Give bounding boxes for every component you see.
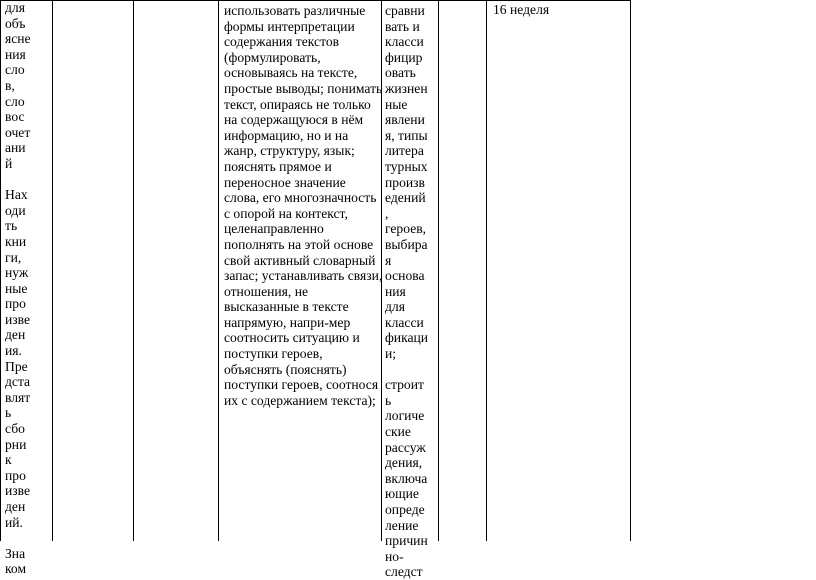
column-divider bbox=[630, 0, 631, 541]
cell-text: использовать различные формы интерпретации содержания текстов (формулировать, основываясь на тексте, простые выводы; понимать текст, опираясь не только на содержащуюся в нём информацию, но и на жанр, структуру, язык; пояснять прямое и переносное значение слова, его многозначность с опорой на контекст, целенаправленно пополнять на этой основе свой активный словарный запас; устанавливать связи, отношения, не высказанные в тексте напрямую, напри-мер соотносить ситуацию и поступки героев, объяснять (пояснять) поступки героев, соотнося их с содержанием текста); bbox=[224, 3, 383, 408]
cell-text: 16 неделя bbox=[493, 2, 550, 17]
column-divider bbox=[52, 0, 53, 541]
table-cell-outcomes bbox=[224, 0, 384, 408]
table-cell-skills bbox=[385, 0, 433, 580]
column-divider bbox=[218, 0, 219, 541]
column-divider bbox=[133, 0, 134, 541]
cell-text: для объ ясне ния сло в, сло вос очет ани й Нах оди ть кни ги, нуж ные про изве ден ия. Пре дста влят ь сбо рни к про изве ден ий. Зна ком bbox=[5, 0, 31, 577]
table-cell-week bbox=[493, 0, 623, 18]
column-divider bbox=[486, 0, 487, 541]
table-border-left bbox=[0, 0, 1, 541]
table-cell-activities bbox=[5, 0, 45, 577]
cell-text: сравни вать и класси фицир овать жизнен ные явлени я, типы литера турных произв едений , героев, выбира я основа ния для класси фикаци и; строит ь логиче ские рассуж дения, включа ющие опреде ление причин но- следст bbox=[385, 3, 429, 580]
column-divider bbox=[438, 0, 439, 541]
